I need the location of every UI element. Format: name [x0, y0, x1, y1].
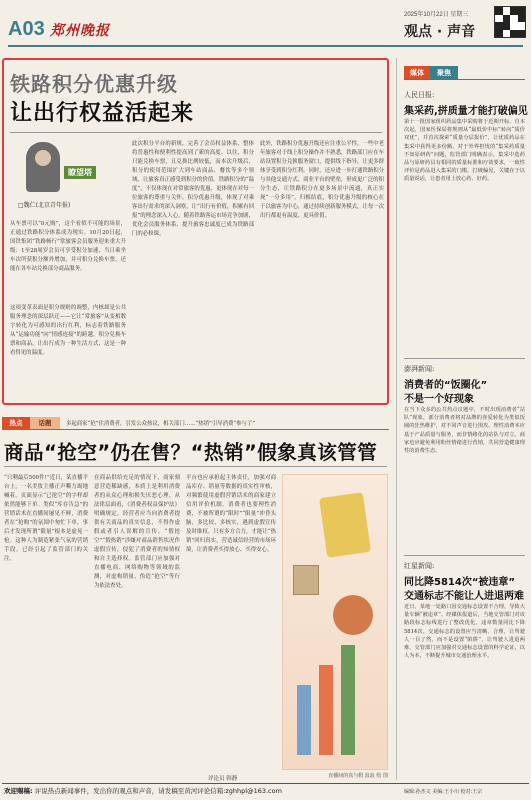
- sidebar-a3-title2[interactable]: 交通标志不能让人进退两难: [404, 591, 524, 602]
- hot-title-rule: [4, 466, 387, 467]
- feature-text-col1a: 从车票可以“0元购”，这个看似不可能的场景，正通过铁路积分体系成为现实。10月20日起，国铁集团“铁路畅行”常旅客会员服务迎来重大升级：1至28周岁会员可享受积分加速、当日乘坐车次所获积分额外增加，并可积分兑换车票，还能在各车站兑换部分商品服务。: [10, 221, 126, 272]
- hot-text-col2: 在商品供给充足的情况下，商家刻意营造稀缺感，本质上是利用消费者的从众心理和损失厌恶心理。从法律层面看，《消费者权益保护法》明确规定，经营者应当向消费者提供有关商品的真实信息，不得作虚假或者引人误解的宣传。“假抢空”“假热销”涉嫌对商品销售状况作虚假宣传，侵犯了消费者的知情权和自主选择权。监管部门应加强对直播电商、网络购物等领域的监测，对虚构销量、伪造“抢空”等行为依法查处。: [94, 475, 180, 589]
- hot-topic-bar: [2, 417, 389, 429]
- columnist-name: 瞭望塔: [64, 166, 96, 179]
- feature-headline-main: 让出行权益活起来: [10, 101, 195, 126]
- sidebar-a3-source: 红星新闻:: [404, 562, 435, 570]
- illustration-caption: 直播间的真与假 浪浪 绘 图: [328, 773, 388, 779]
- header-rule: [8, 45, 523, 47]
- issue-date: 2025年10月22日 星期三: [404, 12, 469, 18]
- columnist-portrait: [26, 142, 60, 192]
- hot-text-col3: 平台也应承担起主体责任，加强对商品库存、销量等数据的真实性审核，对频繁使用虚假营销话术的商家建立信用评价机制。消费者也要理性消费，不被所谓的“限时”“限量”冲昏头脑，多比较、多核实，遇到虚假宣传及时维权。只有多方合力，才能让“热销”回归真实，营造诚信经营的市场环境，让消费者买得放心、买得安心。: [186, 475, 276, 553]
- featured-article[interactable]: [2, 58, 389, 405]
- sidebar-rule-1: [404, 358, 525, 359]
- sidebar-header: [404, 66, 525, 80]
- sidebar-a3-text: 近日，某地一处路口因交通标志设置不合理，导致大量车辆“被违章”。经媒体报道后，当地交管部门对该路段标志标线进行了整改优化，违章数量同比下降5814次。交通标志的设置应当清晰、合理，让驾驶人一目了然，而不是设置“陷阱”，让驾驶人进退两难。交管部门应加强对交通标志设置的科学论证，以人为本，不断提升城市交通治理水平。: [404, 604, 525, 660]
- package-icon: [293, 565, 319, 595]
- sidebar-a3-title[interactable]: 同比降5814次“被违章”: [404, 577, 515, 588]
- hot-article-title[interactable]: 商品“抢空”仍在售？“热销”假象真该管管: [4, 441, 378, 464]
- newspaper-logo: 郑州晚报: [50, 23, 110, 39]
- column-divider: [396, 58, 397, 780]
- columnist-badge: [18, 142, 104, 214]
- masthead: [0, 0, 531, 46]
- page-number: A03: [8, 18, 45, 40]
- feature-rule: [10, 132, 382, 133]
- feature-text-col3: 此外，铁路积分优惠升级还应注重公平性。一些中老年旅客对于线上积分操作并不熟悉，铁路部门应在车站设置积分兑换服务窗口，提供线下指导，让更多群体享受到积分红利。同时，还应进一步打通铁路积分与其他交通方式、商业平台的壁垒，形成更广泛的积分生态，让铁路积分在更多场景中流通，真正实现“一分多用”。归根结底，积分优惠升级的核心在于以旅客为中心，通过持续创新服务模式，让每一次出行都更有温度、更具价值。: [260, 141, 384, 219]
- bar-icon: [319, 665, 333, 755]
- feature-headline-top: 铁路积分优惠升级: [10, 72, 178, 96]
- sidebar-rule-2: [404, 555, 525, 556]
- section-name: 观点 · 声音: [404, 24, 476, 40]
- footer-rule: [2, 783, 529, 784]
- sidebar-rule: [404, 79, 525, 80]
- sidebar-a2-title[interactable]: 消费者的“饭圈化”: [404, 380, 488, 391]
- hot-subtitle: 多起商家“抢”住消费者，引发公众热议，相关部门……“热销”引导消费“参与了”: [66, 421, 256, 427]
- footer-text[interactable]: 评说热点新闻事件，发出你的观点和声音，请发稿至黄河评论信箱:zghhpl@163.com: [34, 787, 282, 795]
- sidebar-a1-title[interactable]: 集采药,拼质量才能打破偏见: [404, 106, 528, 117]
- bar-icon: [341, 645, 355, 755]
- feature-text-col1b: 这项变革表面是积分规则的调整，内核却是公共服务理念的深层跃迁——它让“常旅客”从变相数字转化为可感知的出行红利，标志着铁路服务从“运输功能”向“情感连接”的跨越。积分兑换车票和商品，让出行成为一种生活方式，这是一种看得见的温度。: [10, 305, 126, 356]
- editor-credits: 编辑:孙杰文 美编:王小川 校对:王宗: [404, 789, 483, 795]
- sidebar-a2-source: 澎湃新闻:: [404, 365, 435, 373]
- sidebar-tag2: 聚焦: [430, 66, 458, 80]
- footer-label: 欢迎赐稿:: [4, 787, 33, 795]
- feature-text-col2: 此次积分平台的新规，完善了会员权益体系，整体将普惠性和便利性提高到了新的高度。以往，积分只能兑换车票，且兑换比例较低，而本次升级后，积分的使用范围扩大到车站商品、餐饮等多个领域，让旅客真正感受到积分的价值。铁路积分的“温度”，不仅体现在对常旅客的优惠，更体现在对每一位旅客的尊重与关怀。积分优惠升级，体现了对乘客出行需求的深入洞察，让“出行有价值，积累有回报”的理念深入人心。随着铁路客运市场竞争加剧，优化会员服务体系、提升旅客忠诚度已成为铁路部门的必修课。: [132, 141, 254, 237]
- hot-illustration: [282, 474, 388, 770]
- columnist-org: □魏仁(北京青年报): [18, 202, 71, 209]
- qr-code-icon: [494, 6, 526, 38]
- shopping-bag-icon: [319, 492, 371, 558]
- hot-author: 评论员 韩静: [208, 776, 238, 782]
- hot-rule: [2, 429, 389, 430]
- sidebar-tag: 媒体: [404, 66, 430, 80]
- sidebar-a2-title2[interactable]: 不是一个好现象: [404, 394, 474, 405]
- sidebar-a2-text: 在当下众多的公共热点议题中，不时出现消费者“站队”现象，部分消费者将对品牌的喜爱转化为类似饭圈的狂热维护，对不同声音进行围攻。理性消费本应基于产品质量与服务，而非情绪化的站队与对立。商家也应避免利用粉丝情绪进行营销，共同营造健康理性的消费生态。: [404, 407, 525, 455]
- sidebar-a1-source: 人民日报:: [404, 91, 435, 99]
- coin-icon: [333, 595, 373, 635]
- hot-text-col1: “只剩最后500件!”近日，某直播平台上，一名美妆主播正声嘶力竭地喊着，页面显示“已抢空”的字样却依然能够下单。类似“库存告急”的营销话术在直播间屡见不鲜，消费者在“抢购”的氛围中匆忙下单，事后才发现所谓“限量”根本是虚晃一枪。这种人为制造紧张气氛的营销手段，已经引起了监管部门的关注。: [4, 475, 88, 562]
- bar-icon: [297, 685, 311, 755]
- sidebar-a1-text: 第十一批国家组织药品集中采购将于近期开标。自本次起，国家医保局将规则从“最低价中标”转向“质价双优”，并首次探索“质量分层报价”，让优质药品在集采中获得更多份额。对于外界担忧的“集采药质量不如原研药”问题，监管部门明确表示，集采中选药品与原研药具有相同的质量标准和疗效要求，一致性评价是药品进入集采的门槛。打破偏见，关键在于以质量说话，让患者用上放心药、好药。: [404, 119, 525, 183]
- topic-tag: 话题: [30, 417, 60, 429]
- footer: [4, 786, 282, 795]
- hot-tag: 热点: [2, 417, 30, 429]
